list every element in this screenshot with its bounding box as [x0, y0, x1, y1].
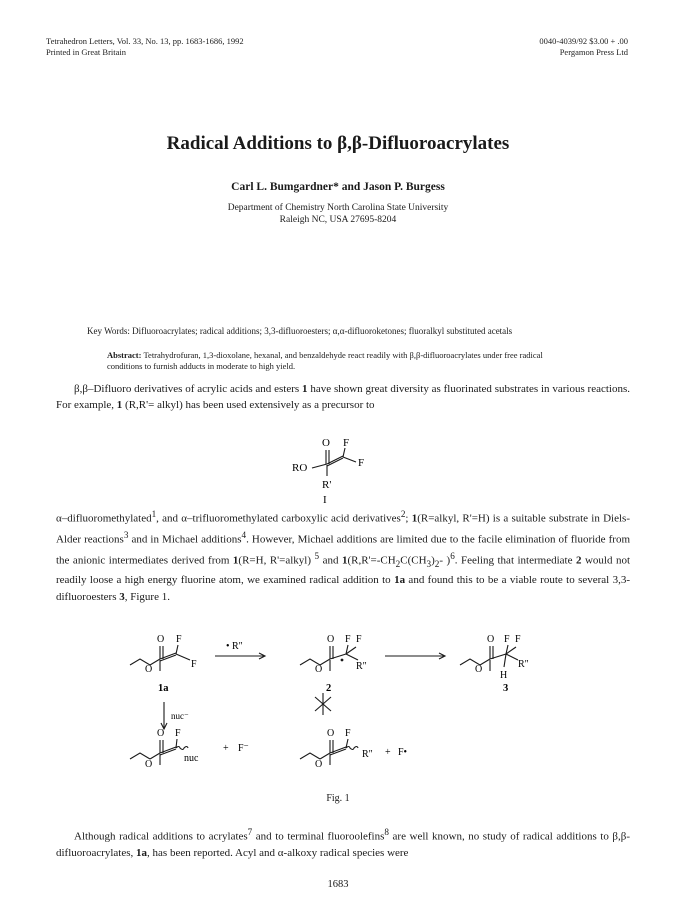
paragraph-radical-additions: Although radical additions to acrylates$^7$ and to terminal fluoroolefins$^8$ are well known, no study of radical additions to β,β-difluoroacrylates, 1a, has been reported. Acyl and α-alkoxy radical species were: [56, 827, 630, 860]
publisher-name: Pergamon Press Ltd: [559, 47, 628, 57]
abstract-label: Abstract:: [107, 350, 142, 360]
adduct-nuc: nuc: [184, 753, 199, 764]
journal-line: Tetrahedron Letters, Vol. 33, No. 13, pp. 1683-1686, 1992: [46, 36, 244, 46]
paragraph-background: α–difluoromethylated$^1$, and α–trifluoromethylated carboxylic acid derivatives$^2$; 1(R=alkyl, R'=H) is a suitable substrate in Diels-Alder reactions$^3$ and in Michael additions$^4$. However, Michael additions are limited due to the facile elimination of fluoride from the anionic intermediates derived from 1(R=H, R'=alkyl) $^5$ and $1(R,R'=-CH_2C(CH_3)_2-$ )$^6$. Feeling that intermediate 2 would not readily loose a high energy fluorine atom, we examined radical addition to 1a and found this to be a viable route to several 3,3-difluoroesters 3, Figure 1.: [56, 509, 631, 603]
fluorine-radical: F•: [398, 747, 408, 758]
elim-fluorine: F: [345, 728, 351, 739]
price-code: 0040-4039/92 $3.00 + .00: [539, 36, 628, 46]
scheme-3-r-double-prime: R": [518, 659, 529, 670]
figure-1-scheme: [100, 627, 580, 797]
article-authors: Carl L. Bumgardner* and Jason P. Burgess: [231, 181, 445, 193]
struct-I-r-prime: R': [322, 479, 332, 491]
figure-caption: Fig. 1: [326, 793, 350, 804]
radical-reagent: • R": [226, 641, 243, 652]
scheme-3-fluorine-1: F: [504, 634, 510, 645]
paragraph-intro: β,β–Difluoro derivatives of acrylic acids and esters 1 have shown great diversity as fluorinated substrates in various reactions. For example, 1 (R,R'= alkyl) has been used extensively as a precursor to: [56, 383, 631, 412]
struct-I-label: I: [323, 494, 327, 506]
adduct-fluorine: F: [175, 728, 181, 739]
fluoride-ion: F⁻: [238, 743, 249, 754]
struct-I-fluorine-1: F: [343, 437, 350, 449]
scheme-3-hydrogen: H: [500, 670, 508, 681]
label-1a: 1a: [158, 683, 169, 694]
label-2: 2: [326, 683, 332, 694]
publisher-info: [539, 36, 628, 58]
scheme-2-fluorine-1: F: [345, 634, 351, 645]
printed-line: Printed in Great Britain: [46, 47, 127, 57]
page-number: 1683: [327, 879, 349, 890]
elim-oxygen: O: [327, 728, 335, 739]
struct-I-oxygen: O: [322, 437, 330, 449]
adduct-ester-oxygen: O: [145, 759, 153, 770]
elim-r-double-prime: R": [362, 749, 373, 760]
scheme-2-r-double-prime: R": [356, 661, 367, 672]
scheme-3-fluorine-2: F: [515, 634, 521, 645]
scheme-1a-ester-oxygen: O: [145, 664, 153, 675]
label-3: 3: [503, 683, 509, 694]
elim-ester-oxygen: O: [315, 759, 323, 770]
scheme-3-oxygen: O: [487, 634, 495, 645]
struct-I-fluorine-2: F: [358, 457, 365, 469]
adduct-oxygen: O: [157, 728, 165, 739]
scheme-1a-fluorine-top: F: [176, 634, 182, 645]
affiliation-line-2: Raleigh NC, USA 27695-8204: [279, 215, 397, 225]
plus-sign-1: +: [223, 743, 229, 754]
affiliation-line-1: Department of Chemistry North Carolina State University: [227, 203, 449, 213]
scheme-2-fluorine-2: F: [356, 634, 362, 645]
journal-citation: [46, 36, 244, 58]
affiliation: [0, 202, 676, 226]
plus-sign-2: +: [385, 747, 391, 758]
keywords: Key Words: Difluoroacrylates; radical additions; 3,3-difluoroesters; α,α-difluoroketones; fluoralkyl substituted acetals: [87, 326, 513, 336]
scheme-2-oxygen: O: [327, 634, 335, 645]
nucleophile-reagent: nuc⁻: [171, 711, 189, 721]
abstract: [107, 350, 567, 372]
struct-I-ro: RO: [292, 462, 308, 474]
article-title: Radical Additions to β,β-Difluoroacrylates: [166, 133, 510, 154]
abstract-text: Tetrahydrofuran, 1,3-dioxolane, hexanal, and benzaldehyde react readily with β,β-difluoroacrylates under free radical conditions to furnish adducts in moderate to high yield.: [107, 350, 543, 371]
scheme-1a-oxygen: O: [157, 634, 165, 645]
scheme-2-ester-oxygen: O: [315, 664, 323, 675]
scheme-3-ester-oxygen: O: [475, 664, 483, 675]
radical-dot: [341, 659, 344, 662]
scheme-1a-fluorine: F: [191, 659, 197, 670]
